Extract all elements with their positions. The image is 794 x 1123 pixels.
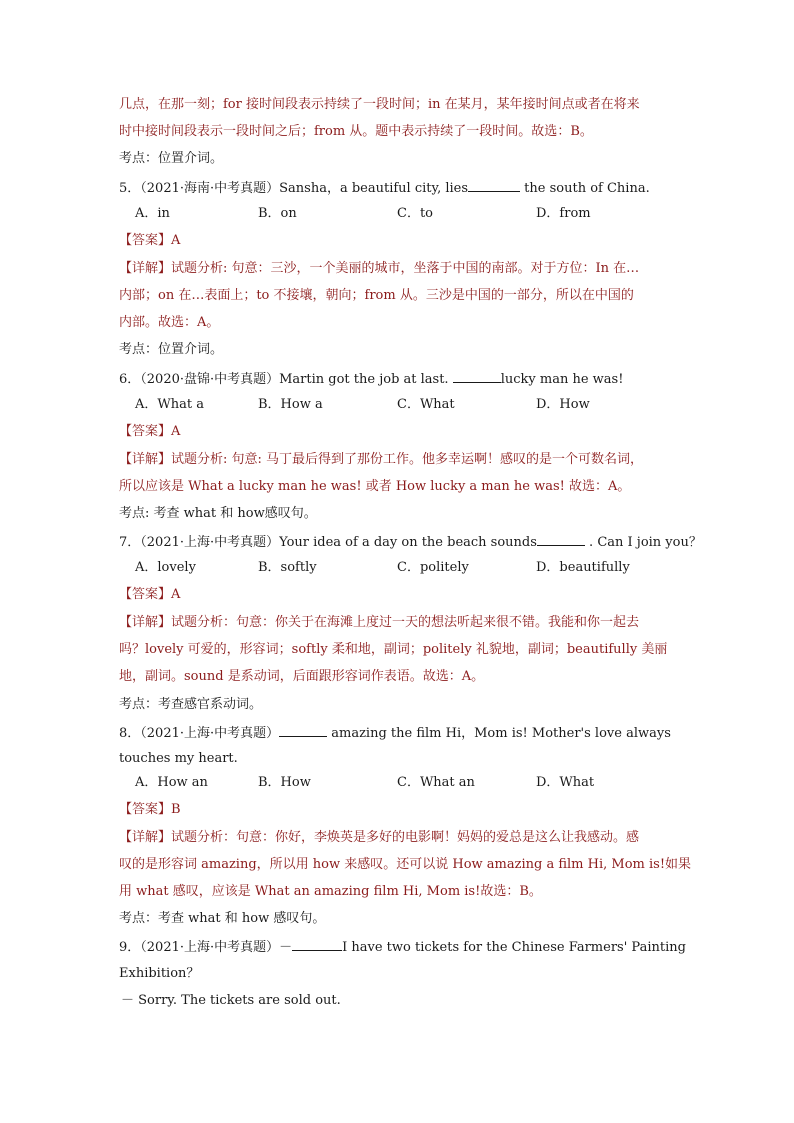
q6-answer <box>119 424 180 440</box>
q5-stem <box>119 179 650 197</box>
q9-stem-line-2: Exhibition？ <box>119 966 200 981</box>
q7-stem-text-a: 7．（2021·上海·中考真题）Your idea of a day on the beach sounds <box>119 535 537 550</box>
q8-option-a: A．How an <box>135 775 208 790</box>
q7-kaodian: 考点：考查感官系动词。 <box>119 697 263 712</box>
q5-blank <box>468 179 520 192</box>
q6-stem-text-b: lucky man he was! <box>500 372 624 387</box>
q4-explanation-line-1: 几点，在那一刻；for 接时间段表示持续了一段时间；in 在某月，某年接时间点或者在将来 <box>119 97 640 112</box>
q9-stem <box>119 938 686 956</box>
q5-answer-value: A <box>171 233 181 248</box>
q7-blank <box>537 533 585 546</box>
q8-answer-label: 【答案】 <box>119 802 172 817</box>
q6-detail-line-1: 【详解】试题分析: 句意: 马丁最后得到了那份工作。他多幸运啊！感叹的是一个可数名词， <box>119 452 644 467</box>
q6-stem-text-a: 6．（2020·盘锦·中考真题）Martin got the job at last. <box>119 372 453 387</box>
q7-option-a: A．lovely <box>135 560 196 575</box>
q7-detail-line-1: 【详解】试题分析：句意：你关于在海滩上度过一天的想法听起来很不错。我能和你一起去 <box>119 615 640 630</box>
q6-option-c: C．What <box>397 397 455 412</box>
q5-stem-text-b: the south of China. <box>520 181 650 196</box>
q7-stem-text-b: . Can I join you？ <box>584 535 702 550</box>
q6-option-a: A．What a <box>135 397 204 412</box>
q7-option-b: B．softly <box>258 560 317 575</box>
q8-stem-text-a: 8．（2021·上海·中考真题） <box>119 726 280 741</box>
q6-answer-label: 【答案】 <box>119 424 172 439</box>
q8-detail-line-2: 叹的是形容词 amazing，所以用 how 来感叹。还可以说 How amazing a film Hi, Mom is!如果 <box>119 857 692 872</box>
q5-detail-line-1: 【详解】试题分析: 句意：三沙，一个美丽的城市，坐落于中国的南部。对于方位：In 在… <box>119 261 640 276</box>
q8-stem-line-2: touches my heart. <box>119 751 238 766</box>
q6-answer-value: A <box>171 424 181 439</box>
q7-answer-label: 【答案】 <box>119 587 172 602</box>
q5-option-d: D．from <box>536 206 591 221</box>
q5-detail-line-2: 内部；on 在…表面上；to 不接壤，朝向；from 从。三沙是中国的一部分，所以在中国的 <box>119 288 634 303</box>
q8-option-d: D．What <box>536 775 595 790</box>
q6-option-b: B．How a <box>258 397 323 412</box>
q8-detail-line-3: 用 what 感叹，应该是 What an amazing film Hi, Mom is!故选：B。 <box>119 884 542 899</box>
q6-blank <box>453 370 501 383</box>
q8-kaodian: 考点：考查 what 和 how 感叹句。 <box>119 911 326 926</box>
q7-answer-value: A <box>171 587 181 602</box>
q8-detail-line-1: 【详解】试题分析：句意：你好，李焕英是多好的电影啊！妈妈的爱总是这么让我感动。感 <box>119 830 640 845</box>
q6-stem <box>119 370 623 388</box>
q5-answer <box>119 233 180 249</box>
q8-stem-text-b: amazing the film Hi，Mom is! Mother's love always <box>327 726 671 741</box>
q5-answer-label: 【答案】 <box>119 233 172 248</box>
q8-answer-value: B <box>171 802 181 817</box>
q6-option-d: D．How <box>536 397 590 412</box>
q7-option-c: C．politely <box>397 560 469 575</box>
q6-kaodian: 考点: 考查 what 和 how感叹句。 <box>119 506 317 521</box>
q8-option-b: B．How <box>258 775 311 790</box>
q5-option-c: C．to <box>397 206 433 221</box>
q4-kaodian: 考点：位置介词。 <box>119 151 224 166</box>
q9-stem-text-b: I have two tickets for the Chinese Farmers' Painting <box>342 940 686 955</box>
q8-blank <box>279 724 327 737</box>
q8-answer <box>119 802 181 818</box>
q6-detail-line-2: 所以应该是 What a lucky man he was! 或者 How lucky a man he was! 故选：A。 <box>119 479 631 494</box>
q9-blank <box>292 938 342 951</box>
q5-option-b: B．on <box>258 206 297 221</box>
q8-stem <box>119 724 671 742</box>
q8-option-c: C．What an <box>397 775 475 790</box>
q5-stem-text-a: 5．（2021·海南·中考真题）Sansha，a beautiful city, lies <box>119 181 469 196</box>
q9-response: － Sorry. The tickets are sold out. <box>121 993 341 1008</box>
q5-kaodian: 考点：位置介词。 <box>119 342 224 357</box>
q5-option-a: A．in <box>135 206 170 221</box>
q9-stem-text-a: 9．（2021·上海·中考真题）－ <box>119 940 293 955</box>
q7-detail-line-2: 吗？lovely 可爱的，形容词；softly 柔和地，副词；politely 礼貌地，副词；beautifully 美丽 <box>119 642 668 657</box>
q7-stem <box>119 533 702 551</box>
q7-detail-line-3: 地，副词。sound 是系动词，后面跟形容词作表语。故选：A。 <box>119 669 485 684</box>
q5-detail-line-3: 内部。故选：A。 <box>119 315 220 330</box>
q4-explanation-line-2: 时中接时间段表示一段时间之后；from 从。题中表示持续了一段时间。故选：B。 <box>119 124 593 139</box>
q7-option-d: D．beautifully <box>536 560 630 575</box>
q7-answer <box>119 587 180 603</box>
